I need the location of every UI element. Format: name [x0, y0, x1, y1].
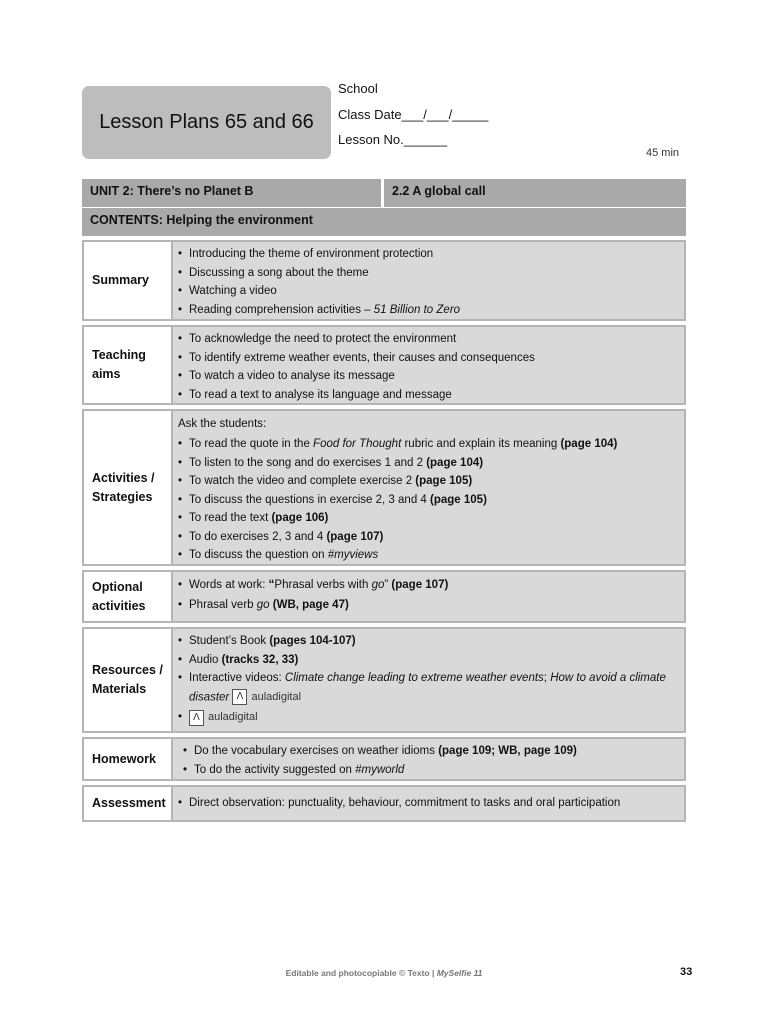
auladigital-icon: Λ: [232, 689, 247, 705]
list-item: • Words at work: “Phrasal verbs with go” (page 107): [178, 575, 679, 595]
auladigital-icon: • Λ: [189, 710, 204, 726]
list-item: • Interactive videos: Climate change leading to extreme weather events; How to avoid a climate disaster Λ auladigital: [178, 669, 679, 706]
assessment-label: Assessment: [84, 787, 173, 820]
summary-content: [173, 242, 684, 319]
footer: Editable and photocopiable © Texto | MySelfie 11: [285, 968, 483, 978]
list-item: • To listen to the song and do exercises 1 and 2 (page 104): [178, 454, 679, 473]
resources-block: [82, 627, 686, 733]
list-item: • To watch a video to analyse its message: [178, 367, 679, 386]
teaching-aims-block: [82, 325, 686, 405]
list-item: • Direct observation: punctuality, behaviour, commitment to tasks and oral participation: [178, 794, 620, 813]
list-item: • To discuss the questions in exercise 2, 3 and 4 (page 105): [178, 491, 679, 510]
page-number: 33: [680, 966, 693, 978]
list-item: • Audio (tracks 32, 33): [178, 651, 679, 670]
list-item: • Reading comprehension activities – 51 Billion to Zero: [178, 301, 679, 320]
duration: 45 min: [646, 147, 680, 159]
optional-activities-block: [82, 570, 686, 623]
list-item: • To read a text to analyse its language and message: [178, 386, 679, 405]
teaching-aims-content: [173, 327, 684, 403]
resources-content: [173, 629, 684, 731]
list-item: • Watching a video: [178, 282, 679, 301]
assessment-block: [82, 785, 686, 822]
list-item: • Do the vocabulary exercises on weather idioms (page 109; WB, page 109): [183, 742, 679, 761]
resources-label: Resources / Materials: [84, 629, 173, 731]
list-item: • To watch the video and complete exercise 2 (page 105): [178, 472, 679, 491]
list-item: • To read the text (page 106): [178, 509, 679, 528]
list-item: • Phrasal verb go (WB, page 47): [178, 595, 679, 615]
contents-row: CONTENTS: Helping the environment: [82, 208, 686, 236]
assessment-content: [173, 787, 684, 820]
activities-block: [82, 409, 686, 566]
list-item: • Introducing the theme of environment protection: [178, 245, 679, 264]
school-label: School: [338, 81, 378, 96]
auladigital-link[interactable]: Λ auladigital: [232, 688, 301, 707]
lesson-no-label: Lesson No.______: [338, 132, 448, 147]
lesson-title-box: [82, 86, 331, 159]
list-item: • Discussing a song about the theme: [178, 264, 679, 283]
list-item: • To acknowledge the need to protect the environment: [178, 330, 679, 349]
activities-intro: Ask the students:: [178, 418, 267, 430]
unit-title: UNIT 2: There’s no Planet B: [82, 179, 384, 207]
auladigital-link[interactable]: • Λ auladigital: [189, 708, 258, 727]
list-item: • To discuss the question on #myviews: [178, 546, 679, 565]
summary-label: Summary: [84, 242, 173, 319]
list-item: • To read the quote in the Food for Thought rubric and explain its meaning (page 104): [178, 435, 679, 454]
school-info: [338, 76, 488, 153]
list-item: [178, 708, 679, 727]
summary-block: [82, 240, 686, 321]
lesson-title: Lesson Plans 65 and 66: [99, 111, 314, 133]
list-item: • To do the activity suggested on #myworld: [183, 761, 679, 780]
class-date-label: Class Date___/___/_____: [338, 106, 489, 122]
section-title: 2.2 A global call: [392, 184, 486, 198]
list-item: • Student’s Book (pages 104-107): [178, 632, 679, 651]
teaching-aims-label: Teaching aims: [84, 327, 173, 403]
optional-activities-label: Optional activities: [84, 572, 173, 621]
activities-content: [173, 411, 684, 564]
homework-block: [82, 737, 686, 781]
list-item: • To identify extreme weather events, their causes and consequences: [178, 349, 679, 368]
list-item: • To do exercises 2, 3 and 4 (page 107): [178, 528, 679, 547]
homework-label: Homework: [84, 739, 173, 779]
unit-row: [82, 179, 686, 207]
activities-label: Activities / Strategies: [84, 411, 173, 564]
optional-activities-content: [173, 572, 684, 621]
homework-content: [173, 739, 684, 779]
